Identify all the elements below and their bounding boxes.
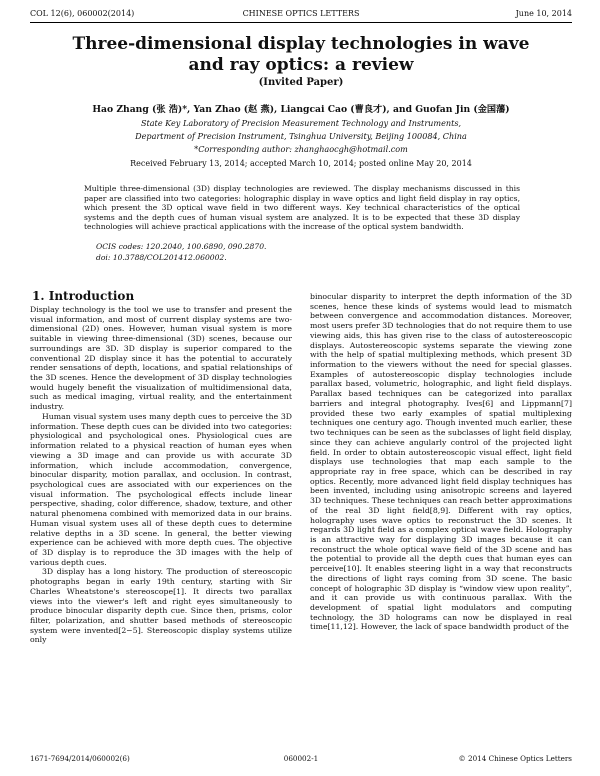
- page-footer: [30, 754, 572, 766]
- abstract: [84, 184, 520, 232]
- running-header: [30, 9, 572, 22]
- section-heading: 1. Introduction: [32, 289, 135, 303]
- paper-subtitle: (Invited Paper): [258, 77, 344, 88]
- footer-copyright: © 2014 Chinese Optics Letters: [458, 754, 572, 763]
- affiliation-line-2: Department of Precision Instrument, Tsinghua University, Beijing 100084, China: [135, 131, 467, 141]
- header-rule: [30, 22, 572, 23]
- ocis-codes: OCIS codes: 120.2040, 100.6890, 090.2870.: [96, 242, 267, 251]
- paragraph: 3D display has a long history. The production of stereoscopic photographs began in early 19th century, starting with Sir Charles Wheatstone's stereoscope[1]. It directs two parallax views into the viewer's left and right eyes simultaneously to produce binocular disparity depth cue. Since then, prisms, color filter, polarization, and shutter based methods of stereoscopic system were invented[2−5]. Stereoscopic display systems utilize only: [30, 567, 292, 645]
- header-date: June 10, 2014: [515, 9, 572, 18]
- doi: doi: 10.3788/COL201412.060002.: [96, 253, 227, 262]
- header-journal-name: CHINESE OPTICS LETTERS: [242, 9, 360, 18]
- title-line-1: Three-dimensional display technologies in wave: [72, 34, 530, 54]
- footer-issn: 1671-7694/2014/060002(6): [30, 754, 130, 763]
- footer-page-number: 060002-1: [283, 754, 319, 763]
- header-journal-issue: COL 12(6), 060002(2014): [30, 9, 135, 18]
- paragraph: binocular disparity to interpret the depth information of the 3D scenes, hence these kinds of systems would lead to mismatch between convergence and accommodation distances. Moreover, most users prefer 3D technologies that do not require them to use viewing aids, this has given rise to the class of autostereoscopic displays. Autostereoscopic systems separate the viewing zone with the help of spatial multiplexing methods, which present 3D information to the viewers without the need for special glasses. Examples of autostereoscopic display technologies include parallax based, volumetric, holographic, and light field displays. Parallax based techniques can be categorized into parallax barriers and integral photography. Ives[6] and Lippmann[7] provided these two early examples of spatial multiplexing techniques one century ago. Though invented much earlier, these two techniques can be seen as the subclasses of light field display, since they can achieve angularly control of the projected light field. In order to obtain autostereoscopic visual effect, light field displays use technologies that map each sample to the appropriate ray in free space, which can be described in ray optics. Recently, more advanced light field display techniques has been invented, including using anisotropic screens and layered 3D techniques. These techniques can reach better approximations of the real 3D light field[8,9]. Different with ray optics, holography uses wave optics to reconstruct the 3D scenes. It regards 3D light field as a complex optical wave field. Holography is an attractive way for displaying 3D images because it can reconstruct the whole optical wave field of the 3D scene and has the potential to provide all the depth cues that human eyes can perceive[10]. It enables steering light in a way that reconstructs the directions of light rays coming from 3D scene. The basic concept of holographic 3D display is “window view upon reality”, and it can provide us with continuous parallax. With the development of spatial light modulators and computing technology, the 3D holograms can now be displayed in real time[11,12]. However, the lack of space bandwidth product of the: [310, 292, 572, 632]
- author-list: Hao Zhang (张 浩)*, Yan Zhao (赵 燕), Liangcai Cao (曹良才), and Guofan Jin (金国藩): [92, 104, 510, 115]
- paragraph: Display technology is the tool we use to transfer and present the visual information, and most of current display systems are two-dimensional (2D) ones. However, human visual system is more suitable in viewing three-dimensional (3D) scenes, because our surroundings are 3D. 3D display is superior compared to the conventional 2D display since it has the potential to accurately render sensations of depth, locations, and spatial relationships of the 3D scenes. Hence the development of 3D display technologies would hugely benefit the visualization of multidimensional data, such as medical imaging, virtual reality, and the entertainment industry.: [30, 305, 292, 412]
- paragraph: Human visual system uses many depth cues to perceive the 3D information. These depth cues can be divided into two categories: physiological and psychological ones. Physiological cues are information related to a physical reaction of human eyes when viewing a 3D image and can provide us with accurate 3D information, which include accommodation, convergence, binocular disparity, motion parallax, and occlusion. In contrast, psychological cues are associated with our experiences on the visual information. The psychological effects include linear perspective, shading, color difference, shadow, texture, and other natural phenomena combined with memorized data in our brains. Human visual system uses all of these depth cues to determine relative depths in a 3D scene. In general, the better viewing experience can be achieved with more depth cues. The objective of 3D display is to reproduce the 3D images with the help of various depth cues.: [30, 411, 292, 567]
- received-dates: Received February 13, 2014; accepted March 10, 2014; posted online May 20, 2014: [130, 159, 472, 168]
- abstract-text: Multiple three-dimensional (3D) display technologies are reviewed. The display mechanisms discussed in this paper are classified into two categories: holographic display in wave optics and light field display in ray optics, which present the 3D optical wave field in two different ways. Key technical characteristics of the optical systems and the depth cues of human visual system are analyzed. It is to be expected that these 3D display technologies will achieve practical applications with the increase of the optical system bandwidth.: [84, 184, 520, 232]
- corresponding-author: *Corresponding author: zhanghaocgh@hotmail.com: [194, 144, 408, 154]
- right-column: [310, 292, 572, 632]
- affiliation-line-1: State Key Laboratory of Precision Measurement Technology and Instruments,: [140, 118, 462, 128]
- title-line-2: and ray optics: a review: [188, 55, 414, 75]
- paper-title: [30, 34, 572, 76]
- left-column: [30, 305, 292, 645]
